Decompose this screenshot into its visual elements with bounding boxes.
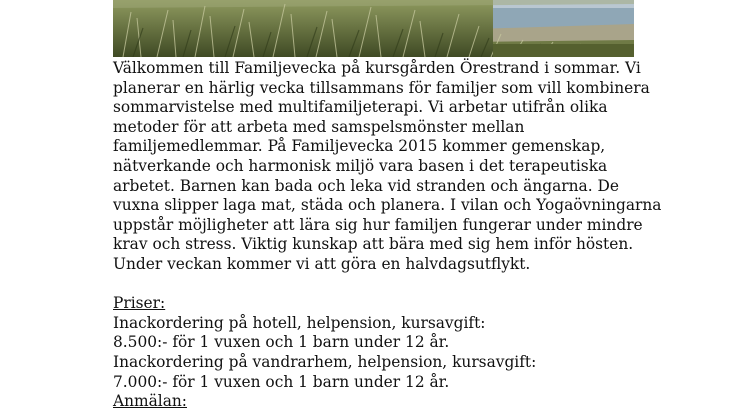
header-photo [113,0,634,57]
intro-paragraph [113,59,713,275]
price-line: 7.000:- för 1 vuxen och 1 barn under 12 år. [113,372,450,391]
registration-heading: Anmälan: [113,392,187,411]
registration-section [113,392,713,412]
intro-line: Under veckan kommer vi att göra en halvdagsutflykt. [113,254,531,273]
article-body [113,59,713,412]
intro-line: krav och stress. Viktig kunskap att bära med sig hem inför hösten. [113,235,634,254]
prices-section [113,294,713,392]
intro-line: familjemedlemmar. På Familjevecka 2015 kommer gemenskap, [113,137,606,156]
intro-line: uppstår möjligheter att lära sig hur familjen fungerar under mindre [113,215,643,234]
price-line: Inackordering på hotell, helpension, kursavgift: [113,313,486,332]
prices-heading: Priser: [113,294,166,313]
intro-line: vuxna slipper laga mat, städa och planera. I vilan och Yogaövningarna [113,196,662,215]
intro-line: sommarvistelse med multifamiljeterapi. Vi arbetar utifrån olika [113,98,608,117]
intro-line: metoder för att arbeta med samspelsmönster mellan [113,117,525,136]
intro-line: arbetet. Barnen kan bada och leka vid stranden och ängarna. De [113,176,619,195]
price-line: Inackordering på vandrarhem, helpension, kursavgift: [113,352,537,371]
intro-line: nätverkande och harmonisk miljö vara basen i det terapeutiska [113,156,608,175]
price-line: 8.500:- för 1 vuxen och 1 barn under 12 år. [113,333,450,352]
intro-line: planerar en härlig vecka tillsammans för familjer som vill kombinera [113,78,650,97]
paragraph-spacer [113,275,713,295]
intro-line: Välkommen till Familjevecka på kursgården Örestrand i sommar. Vi [113,59,641,77]
beach-grass-image [113,0,634,57]
